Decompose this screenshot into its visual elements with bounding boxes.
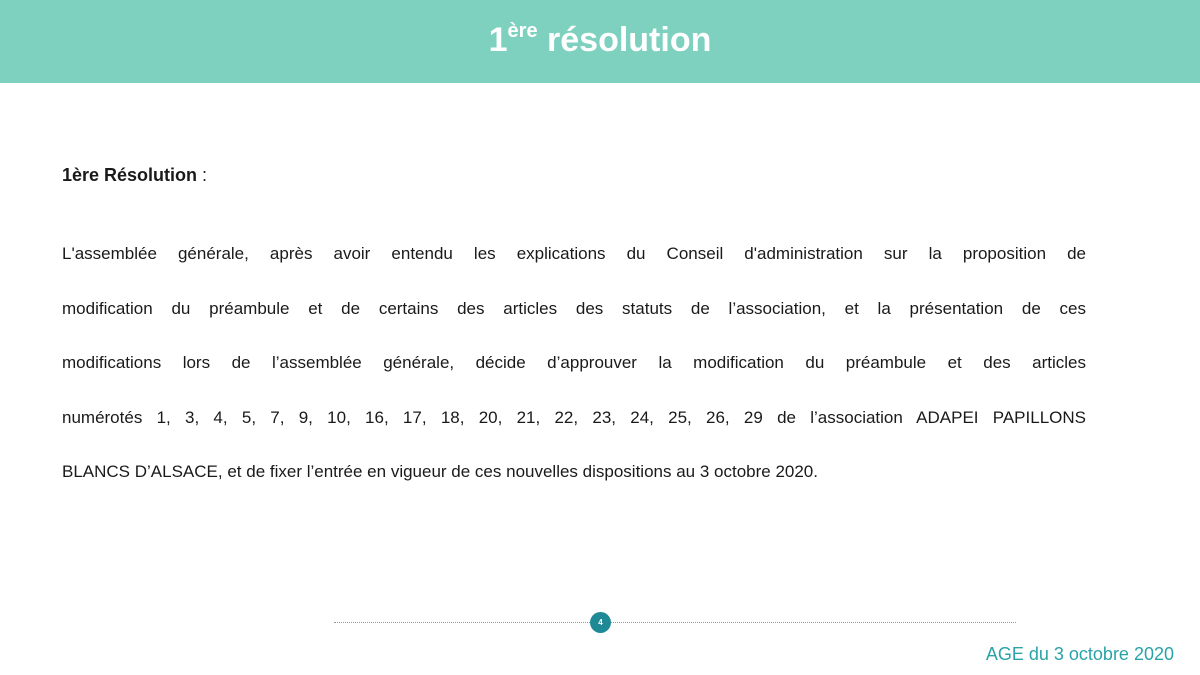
header-bar <box>0 0 1200 83</box>
resolution-heading-colon: : <box>197 165 208 185</box>
slide-title-number: 1 <box>488 21 508 59</box>
page-number-badge: 4 <box>590 612 611 633</box>
paragraph-line: L'assemblée générale, après avoir entendu les explications du Conseil d'administration sur la proposition de <box>62 244 1086 263</box>
resolution-heading <box>62 162 207 188</box>
paragraph-line: numérotés 1, 3, 4, 5, 7, 9, 10, 16, 17, 18, 20, 21, 22, 23, 24, 25, 26, 29 de l’association ADAPEI PAPILLONS <box>62 407 1086 427</box>
resolution-heading-label: 1ère Résolution <box>62 165 198 185</box>
paragraph-line: BLANCS D’ALSACE, et de fixer l’entrée en vigueur de ces nouvelles dispositions au 3 octobre 2020. <box>62 462 818 481</box>
slide-title <box>0 18 1200 62</box>
footer-divider <box>334 622 1016 623</box>
resolution-paragraph <box>62 227 1086 500</box>
slide-title-rest: résolution <box>537 21 712 59</box>
slide-title-superscript: ère <box>507 20 538 42</box>
paragraph-line: modifications lors de l’assemblée générale, décide d’approuver la modification du préambule et des articles <box>62 353 1086 372</box>
paragraph-line: modification du préambule et de certains des articles des statuts de l’association, et la présentation de ces <box>62 298 1086 318</box>
footer-event-label: AGE du 3 octobre 2020 <box>985 644 1174 664</box>
